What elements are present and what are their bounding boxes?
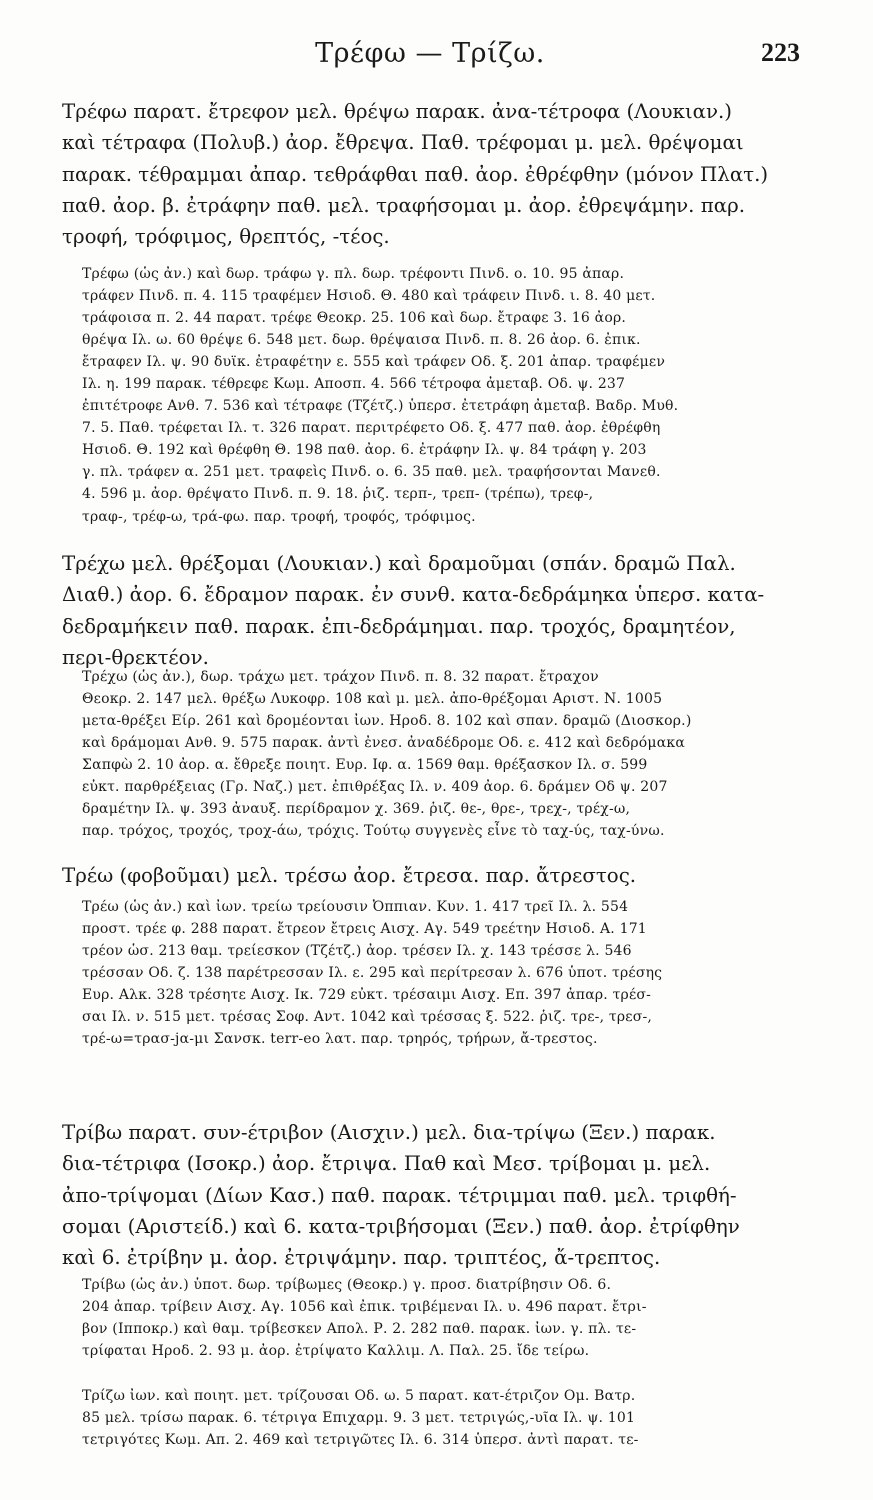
entry-trizo-details bbox=[62, 1385, 802, 1460]
text-line: τρίφαται Ηροδ. 2. 93 μ. ἀορ. ἐτρίψατο Καλλιμ. Λ. Παλ. 25. ἴδε τείρω. bbox=[82, 1343, 590, 1360]
entry-trivo-details bbox=[62, 1274, 802, 1385]
text-line: προστ. τρέε φ. 288 παρατ. ἔτρεον ἔτρεις Αισχ. Αγ. 549 τρεέτην Ησιοδ. Α. 171 bbox=[82, 921, 647, 938]
text-line: καὶ 6. ἐτρίβην μ. ἀορ. ἐτριψάμην. παρ. τριπτέος, ἄ-τρεπτος. bbox=[62, 1246, 661, 1270]
text-line: καὶ δράμομαι Ανθ. 9. 575 παρακ. ἀντὶ ἐνεσ. ἀναδέδρομε Οδ. ε. 412 καὶ δεδρόμακα bbox=[82, 735, 685, 752]
entry-trecho-details bbox=[62, 666, 802, 860]
text-line: Τρέω (φοβοῦμαι) μελ. τρέσω ἀορ. ἔτρεσα. παρ. ἄτρεστος. bbox=[62, 864, 637, 887]
text-line: τραφ-, τρέφ-ω, τρά-φω. παρ. τροφή, τροφός, τρόφιμος. bbox=[82, 508, 476, 525]
text-line: Τρέφω (ὡς ἀν.) καὶ δωρ. τράφω γ. πλ. δωρ. τρέφοντι Πινδ. ο. 10. 95 ἀπαρ. bbox=[82, 266, 625, 282]
text-line: 204 ἀπαρ. τρίβειν Αισχ. Αγ. 1056 καὶ ἐπικ. τριβέμεναι Ιλ. υ. 496 παρατ. ἔτρι- bbox=[82, 1299, 647, 1316]
page-header bbox=[60, 38, 800, 88]
entry-trefo-summary bbox=[62, 96, 802, 263]
entry-treo-details bbox=[62, 896, 802, 1117]
entry-treo-summary bbox=[62, 860, 802, 896]
text-line: σαι Ιλ. ν. 515 μετ. τρέσας Σοφ. Αντ. 1042 καὶ τρέσσας ξ. 522. ῥιζ. τρε-, τρεσ-, bbox=[82, 1009, 653, 1026]
entry-trefo-details bbox=[62, 263, 802, 548]
text-line: Σαπφὼ 2. 10 ἀορ. α. ἔθρεξε ποιητ. Ευρ. Ιφ. α. 1569 θαμ. θρέξασκον Ιλ. σ. 599 bbox=[82, 757, 648, 774]
text-line: περι-θρεκτέον. bbox=[62, 645, 209, 669]
text-line: δεδραμήκειν παθ. παρακ. ἐπι-δεδράμημαι. παρ. τροχός, δραμητέον, bbox=[62, 614, 736, 638]
text-line: Τρίβω (ὡς ἀν.) ὑποτ. δωρ. τρίβωμες (Θεοκρ.) γ. προσ. διατρίβησιν Οδ. 6. bbox=[82, 1277, 612, 1293]
text-line: τετριγότες Κωμ. Απ. 2. 469 καὶ τετριγῶτες Ιλ. 6. 314 ὑπερσ. ἀντὶ παρατ. τε- bbox=[82, 1432, 639, 1449]
text-line: 7. 5. Παθ. τρέφεται Ιλ. τ. 326 παρατ. περιτρέφετο Οδ. ξ. 477 παθ. ἀορ. ἐθρέφθη bbox=[82, 420, 661, 437]
text-line: Τρίζω ἰων. καὶ ποιητ. μετ. τρίζουσαι Οδ. ω. 5 παρατ. κατ-έτριζον Ομ. Βατρ. bbox=[82, 1388, 636, 1404]
text-line: 85 μελ. τρίσω παρακ. 6. τέτριγα Επιχαρμ. 9. 3 μετ. τετριγώς,-υῖα Ιλ. ψ. 101 bbox=[82, 1410, 636, 1427]
text-line: τροφή, τρόφιμος, θρεπτός, -τέος. bbox=[62, 225, 390, 249]
text-line: παρακ. τέθραμμαι ἀπαρ. τεθράφθαι παθ. ἀορ. ἐθρέφθην (μόνον Πλατ.) bbox=[62, 162, 769, 186]
text-line: Ιλ. η. 199 παρακ. τέθρεφε Κωμ. Αποσπ. 4. 566 τέτροφα ἀμεταβ. Οδ. ψ. 237 bbox=[82, 376, 626, 393]
text-line: μετα-θρέξει Είρ. 261 καὶ δρομέονται ἰων. Ηροδ. 8. 102 καὶ σπαν. δραμῶ (Διοσκορ.) bbox=[82, 713, 692, 730]
text-line: παθ. ἀορ. β. ἐτράφην παθ. μελ. τραφήσομαι μ. ἀορ. ἐθρεψάμην. παρ. bbox=[62, 193, 746, 217]
text-line: τράφοισα π. 2. 44 παρατ. τρέφε Θεοκρ. 25. 106 καὶ δωρ. ἔτραφε 3. 16 ἀορ. bbox=[82, 310, 627, 327]
text-line: ἐπιτέτροφε Ανθ. 7. 536 καὶ τέτραφε (Τζέτζ.) ὑπερσ. ἐτετράφη ἀμεταβ. Βαδρ. Μυθ. bbox=[82, 398, 679, 415]
page-number: 223 bbox=[761, 38, 800, 67]
entry-trivo-summary bbox=[62, 1117, 802, 1274]
text-line: Διαθ.) ἀορ. 6. ἔδραμον παρακ. ἐν συνθ. κατα-δεδράμηκα ὑπερσ. κατα- bbox=[62, 583, 765, 607]
text-line: θρέψα Ιλ. ω. 60 θρέψε 6. 548 μετ. δωρ. θρέψαισα Πινδ. π. 8. 26 ἀορ. 6. ἐπικ. bbox=[82, 332, 641, 349]
text-line: 4. 596 μ. ἀορ. θρέψατο Πινδ. π. 9. 18. ῥιζ. τερπ-, τρεπ- (τρέπω), τρεφ-, bbox=[82, 486, 594, 503]
text-line: Ευρ. Αλκ. 328 τρέσητε Αισχ. Ικ. 729 εὐκτ. τρέσαιμι Αισχ. Επ. 397 ἀπαρ. τρέσ- bbox=[82, 987, 652, 1004]
text-line: δια-τέτριφα (Ισοκρ.) ἀορ. ἔτριψα. Παθ καὶ Μεσ. τρίβομαι μ. μελ. bbox=[62, 1152, 711, 1176]
text-line: εὐκτ. παρθρέξειας (Γρ. Ναζ.) μετ. ἐπιθρέξας Ιλ. ν. 409 ἀορ. 6. δράμεν Οδ ψ. 207 bbox=[82, 779, 668, 796]
text-line: βον (Ιπποκρ.) καὶ θαμ. τρίβεσκεν Απολ. Ρ. 2. 282 παθ. παρακ. ἰων. γ. πλ. τε- bbox=[82, 1321, 637, 1338]
text-line: ἔτραφεν Ιλ. ψ. 90 δυϊκ. ἐτραφέτην ε. 555 καὶ τράφεν Οδ. ξ. 201 ἀπαρ. τραφέμεν bbox=[82, 354, 666, 371]
entry-trecho-summary bbox=[62, 548, 802, 669]
text-line: ἀπο-τρίψομαι (Δίων Κασ.) παθ. παρακ. τέτριμμαι παθ. μελ. τριφθή- bbox=[62, 1183, 737, 1207]
text-line: καὶ τέτραφα (Πολυβ.) ἀορ. ἔθρεψα. Παθ. τρέφομαι μ. μελ. θρέψομαι bbox=[62, 131, 744, 155]
text-line: Θεοκρ. 2. 147 μελ. θρέξω Λυκοφρ. 108 καὶ μ. μελ. ἀπο-θρέξομαι Αριστ. Ν. 1005 bbox=[82, 691, 663, 708]
text-line: τρέσσαν Οδ. ζ. 138 παρέτρεσσαν Ιλ. ε. 295 καὶ περίτρεσαν λ. 676 ὑποτ. τρέσης bbox=[82, 965, 663, 982]
text-line: σομαι (Αριστείδ.) καὶ 6. κατα-τριβήσομαι (Ξεν.) παθ. ἀορ. ἐτρίφθην bbox=[62, 1214, 740, 1238]
text-line: Τρέφω παρατ. ἔτρεφον μελ. θρέψω παρακ. ἀνα-τέτροφα (Λουκιαν.) bbox=[62, 100, 732, 123]
text-line: Τρέχω μελ. θρέξομαι (Λουκιαν.) καὶ δραμοῦμαι (σπάν. δραμῶ Παλ. bbox=[62, 552, 736, 575]
text-line: τρέον ὡσ. 213 θαμ. τρείεσκον (Τζέτζ.) ἀορ. τρέσεν Ιλ. χ. 143 τρέσσε λ. 546 bbox=[82, 943, 632, 960]
text-line: Τρίβω παρατ. συν-έτριβον (Αισχιν.) μελ. δια-τρίψω (Ξεν.) παρακ. bbox=[62, 1121, 716, 1144]
dictionary-body bbox=[62, 96, 802, 1460]
text-line: τρέ-ω=τρασ-jα-μι Σανσκ. terr-eo λατ. παρ. τρηρός, τρήρων, ἄ-τρεστος. bbox=[82, 1031, 598, 1048]
text-line: δραμέτην Ιλ. ψ. 393 ἀναυξ. περίδραμον χ. 369. ῥιζ. θε-, θρε-, τρεχ-, τρέχ-ω, bbox=[82, 801, 631, 818]
text-line: Τρέχω (ὡς ἀν.), δωρ. τράχω μετ. τράχον Πινδ. π. 8. 32 παρατ. ἔτραχον bbox=[82, 669, 599, 685]
text-line: τράφεν Πινδ. π. 4. 115 τραφέμεν Ησιοδ. Θ. 480 καὶ τράφειν Πινδ. ι. 8. 40 μετ. bbox=[82, 288, 656, 305]
text-line: παρ. τρόχος, τροχός, τροχ-άω, τρόχις. Τούτῳ συγγενὲς εἶνε τὸ ταχ-ύς, ταχ-ύνω. bbox=[82, 823, 665, 840]
text-line: Τρέω (ὡς ἀν.) καὶ ἰων. τρείω τρείουσιν Ὀππιαν. Κυν. 1. 417 τρεῖ Ιλ. λ. 554 bbox=[82, 899, 629, 915]
text-line: γ. πλ. τράφεν α. 251 μετ. τραφεὶς Πινδ. ο. 6. 35 παθ. μελ. τραφήσονται Μανεθ. bbox=[82, 464, 661, 481]
text-line: Ησιοδ. Θ. 192 καὶ θρέφθη Θ. 198 παθ. ἀορ. 6. ἐτράφην Ιλ. ψ. 84 τράφη γ. 203 bbox=[82, 442, 647, 459]
running-title: Τρέφω — Τρίζω. bbox=[315, 38, 545, 69]
